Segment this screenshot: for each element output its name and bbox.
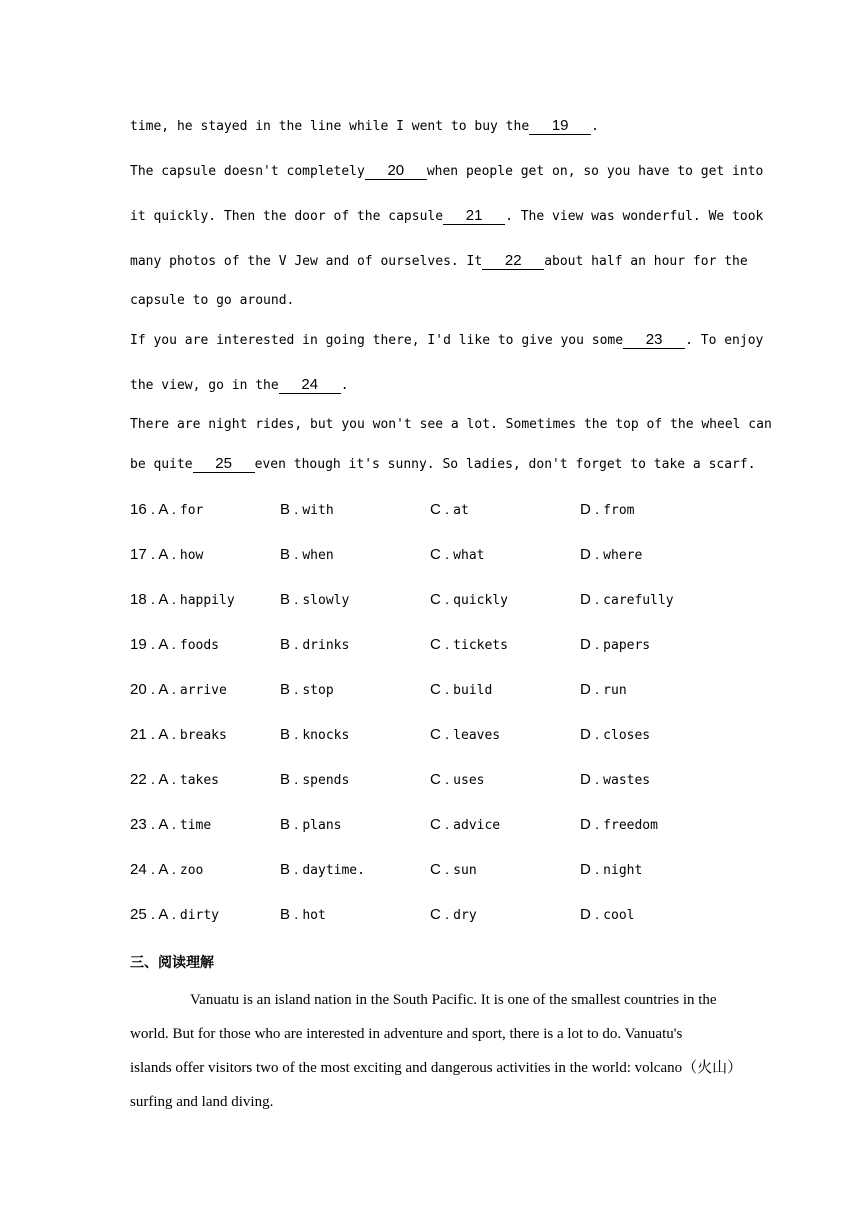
option-label: D . [580,816,600,833]
option-a [130,906,219,925]
option-text: sun [453,863,477,878]
blank-20: 20 [365,163,427,180]
question-number: 18 . A . [130,591,176,608]
text-segment: when people get on, so you have to get into [426,164,764,179]
option-text: stop [302,683,334,698]
option-label: B . [280,591,299,608]
text-segment: be quite [130,457,193,472]
question-number: 16 . A . [130,501,176,518]
option-text: when [302,548,334,563]
question-number: 25 . A . [130,906,176,923]
option-label: C . [430,906,450,923]
blank-22: 22 [482,253,544,270]
option-label: C . [430,771,450,788]
question-number: 21 . A . [130,726,176,743]
option-text: knocks [302,728,350,743]
option-text: time [179,818,212,833]
option-a [130,816,211,835]
blank-19: 19 [529,118,591,135]
option-c [430,546,484,565]
option-a [130,546,203,565]
text-segment: the view, go in the [130,378,279,393]
passage-line-1: Vanuatu is an island nation in the South Pacific. It is one of the smallest countries in the [190,992,717,1008]
option-b [280,771,349,790]
option-text: plans [302,818,342,833]
option-a [130,591,235,610]
option-text: where [603,548,643,563]
option-label: B . [280,906,299,923]
option-text: for [179,503,204,518]
cloze-line-9 [130,456,756,474]
option-text: dirty [179,908,220,923]
option-text: foods [179,638,220,653]
option-label: C . [430,861,450,878]
option-text: at [453,503,469,518]
option-text: uses [453,773,485,788]
passage-line-4: surfing and land diving. [130,1094,274,1110]
section-heading: 三、阅读理解 [130,955,214,971]
cloze-line-4 [130,253,748,271]
option-d [580,591,674,610]
option-text: drinks [302,638,350,653]
text-segment: time, he stayed in the line while I went to buy the [130,119,530,134]
question-number: 19 . A . [130,636,176,653]
passage-line-3: islands offer visitors two of the most exciting and dangerous activities in the world: volcano（火山） [130,1060,743,1076]
option-label: D . [580,906,600,923]
option-text: quickly [453,593,508,608]
option-b [280,636,349,655]
option-label: D . [580,591,600,608]
cloze-line-5: capsule to go around. [130,293,295,308]
option-text: happily [179,593,235,608]
option-label: D . [580,636,600,653]
option-text: hot [302,908,326,923]
option-text: wastes [603,773,651,788]
option-label: C . [430,591,450,608]
option-text: run [603,683,627,698]
option-text: breaks [179,728,227,743]
option-label: C . [430,816,450,833]
option-d [580,771,650,790]
option-a [130,681,227,700]
text-segment: . The view was wonderful. We took [505,209,764,224]
question-number: 22 . A . [130,771,176,788]
option-c [430,681,492,700]
option-text: build [453,683,493,698]
option-text: from [603,503,635,518]
option-text: dry [453,908,477,923]
option-text: arrive [179,683,227,698]
option-b [280,546,334,565]
option-c [430,501,469,520]
option-label: B . [280,771,299,788]
option-label: D . [580,726,600,743]
text-segment: . [340,378,349,393]
option-b [280,726,349,745]
option-b [280,501,334,520]
text-segment: If you are interested in going there, I'd like to give you some [130,333,624,348]
option-c [430,726,500,745]
option-text: cool [603,908,635,923]
text-segment: . [591,119,599,134]
option-text: zoo [179,863,204,878]
option-b [280,816,341,835]
option-label: B . [280,546,299,563]
option-label: C . [430,501,450,518]
option-label: D . [580,546,600,563]
blank-25: 25 [193,456,255,473]
text-segment: . To enjoy [685,333,764,348]
blank-21: 21 [443,208,505,225]
option-text: how [179,548,204,563]
option-label: B . [280,636,299,653]
option-d [580,681,627,700]
option-c [430,591,508,610]
option-text: slowly [302,593,350,608]
text-segment: many photos of the V Jew and of ourselves. It [130,254,483,269]
option-d [580,726,650,745]
option-text: papers [603,638,651,653]
option-text: takes [179,773,220,788]
option-d [580,816,658,835]
cloze-line-6 [130,332,763,350]
option-c [430,861,477,880]
question-number: 20 . A . [130,681,176,698]
option-text: leaves [453,728,501,743]
option-label: B . [280,726,299,743]
option-text: carefully [603,593,674,608]
option-a [130,861,203,880]
option-a [130,726,227,745]
option-label: C . [430,681,450,698]
cloze-line-3 [130,208,763,226]
option-text: what [453,548,485,563]
option-a [130,501,203,520]
option-label: B . [280,861,299,878]
text-segment: The capsule doesn't completely [130,164,365,179]
option-a [130,636,219,655]
option-label: B . [280,681,299,698]
text-segment: even though it's sunny. So ladies, don't forget to take a scarf. [254,457,756,472]
option-c [430,771,484,790]
option-d [580,501,634,520]
option-d [580,861,642,880]
cloze-line-8: There are night rides, but you won't see a lot. Sometimes the top of the wheel can [130,417,772,432]
option-text: night [603,863,643,878]
option-text: spends [302,773,350,788]
option-label: D . [580,861,600,878]
blank-23: 23 [623,332,685,349]
option-b [280,906,326,925]
option-label: B . [280,501,299,518]
question-number: 23 . A . [130,816,176,833]
option-label: B . [280,816,299,833]
option-c [430,906,477,925]
option-a [130,771,219,790]
option-text: with [302,503,334,518]
option-label: D . [580,501,600,518]
option-label: C . [430,726,450,743]
option-c [430,636,508,655]
cloze-line-2 [130,163,763,181]
option-label: C . [430,546,450,563]
cloze-line-1 [130,118,599,136]
option-text: tickets [453,638,508,653]
option-d [580,546,642,565]
option-d [580,906,634,925]
blank-24: 24 [279,377,341,394]
option-b [280,681,334,700]
question-number: 17 . A . [130,546,176,563]
text-segment: about half an hour for the [544,254,748,269]
option-text: freedom [603,818,658,833]
cloze-line-7 [130,377,349,395]
option-c [430,816,500,835]
option-text: daytime. [302,863,365,878]
question-number: 24 . A . [130,861,176,878]
option-label: D . [580,771,600,788]
option-b [280,861,365,880]
option-label: C . [430,636,450,653]
passage-line-2: world. But for those who are interested in adventure and sport, there is a lot to do. Vanuatu's [130,1026,683,1042]
option-text: closes [603,728,651,743]
option-d [580,636,650,655]
option-text: advice [453,818,501,833]
option-label: D . [580,681,600,698]
option-b [280,591,349,610]
text-segment: it quickly. Then the door of the capsule [130,209,444,224]
